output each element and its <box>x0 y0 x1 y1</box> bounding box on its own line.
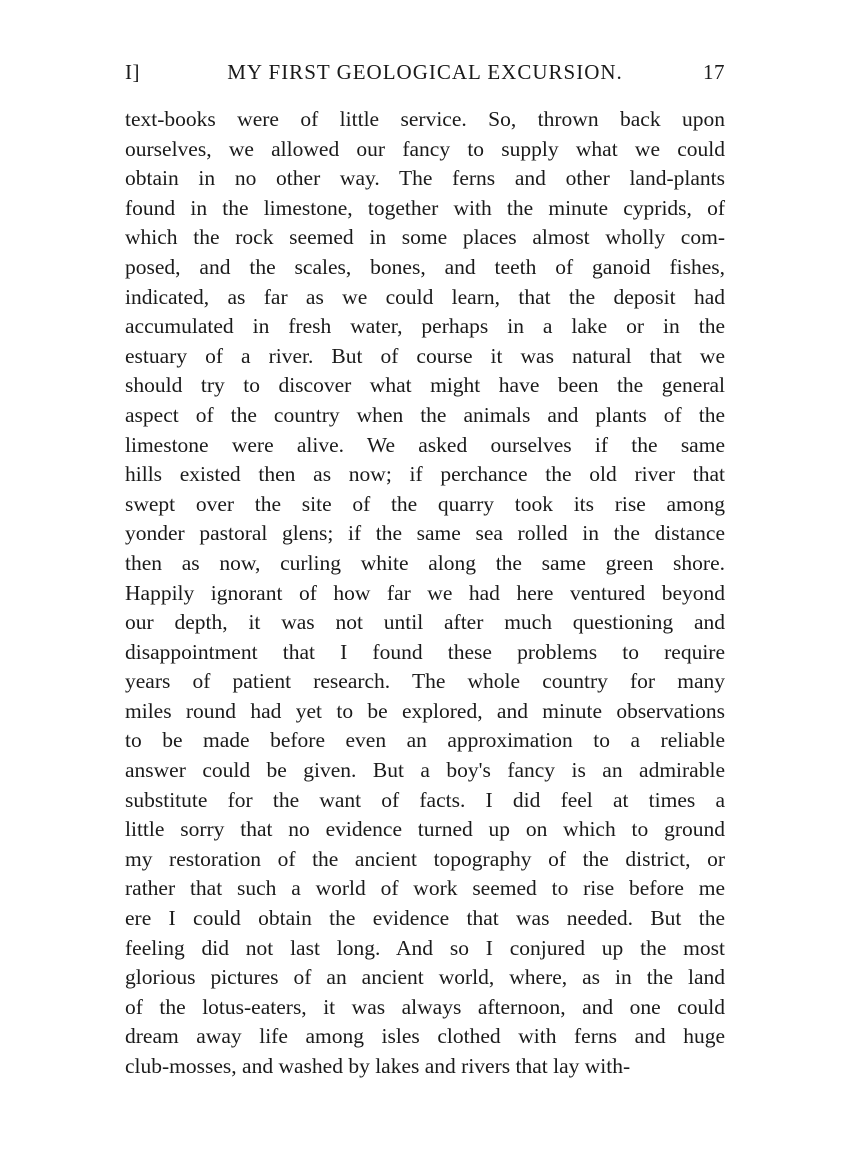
text-line: limestone were alive. We asked ourselves if the same <box>125 432 725 457</box>
text-line: yonder pastoral glens; if the same sea rolled in the distance <box>125 521 725 546</box>
text-line: then as now, curling white along the same green shore. <box>125 550 725 575</box>
text-line: accumulated in fresh water, perhaps in a lake or in the <box>125 314 725 339</box>
text-line: disappointment that I found these problems to require <box>125 639 725 664</box>
text-line: miles round had yet to be explored, and minute observations <box>125 698 725 723</box>
text-line: answer could be given. But a boy's fancy is an admirable <box>125 758 725 783</box>
text-line: dream away life among isles clothed with ferns and huge <box>125 1024 725 1049</box>
text-line: should try to discover what might have been the general <box>125 373 725 398</box>
running-title: MY FIRST GEOLOGICAL EXCURSION. <box>227 60 623 84</box>
text-line: posed, and the scales, bones, and teeth of ganoid fishes, <box>125 254 725 279</box>
text-line: ere I could obtain the evidence that was needed. But the <box>125 906 725 931</box>
text-line: indicated, as far as we could learn, that the deposit had <box>125 284 725 309</box>
text-line: of the lotus-eaters, it was always afternoon, and one could <box>125 994 725 1019</box>
text-line: substitute for the want of facts. I did feel at times a <box>125 787 725 812</box>
text-line: Happily ignorant of how far we had here ventured beyond <box>125 580 725 605</box>
text-line: estuary of a river. But of course it was natural that we <box>125 343 725 368</box>
text-line: glorious pictures of an ancient world, where, as in the land <box>125 965 725 990</box>
text-line: years of patient research. The whole country for many <box>125 669 725 694</box>
text-line: to be made before even an approximation to a reliable <box>125 728 725 753</box>
body-paragraph <box>125 105 725 1082</box>
text-line: hills existed then as now; if perchance the old river that <box>125 462 725 487</box>
text-line: club-mosses, and washed by lakes and rivers that lay with- <box>125 1054 631 1078</box>
text-line: text-books were of little service. So, thrown back upon <box>125 107 725 131</box>
chapter-number: I] <box>125 60 140 84</box>
text-line: which the rock seemed in some places almost wholly com- <box>125 225 725 250</box>
page-number: 17 <box>703 60 725 84</box>
text-line: aspect of the country when the animals and plants of the <box>125 402 725 427</box>
text-line: my restoration of the ancient topography of the district, or <box>125 846 725 871</box>
text-line: rather that such a world of work seemed to rise before me <box>125 876 725 901</box>
text-line: obtain in no other way. The ferns and other land-plants <box>125 166 725 191</box>
running-header <box>125 60 725 90</box>
text-line: our depth, it was not until after much questioning and <box>125 610 725 635</box>
text-line: ourselves, we allowed our fancy to supply what we could <box>125 136 725 161</box>
text-line: feeling did not last long. And so I conjured up the most <box>125 935 725 960</box>
text-line: little sorry that no evidence turned up on which to ground <box>125 817 725 842</box>
text-line: found in the limestone, together with the minute cyprids, of <box>125 195 725 220</box>
text-line: swept over the site of the quarry took its rise among <box>125 491 725 516</box>
